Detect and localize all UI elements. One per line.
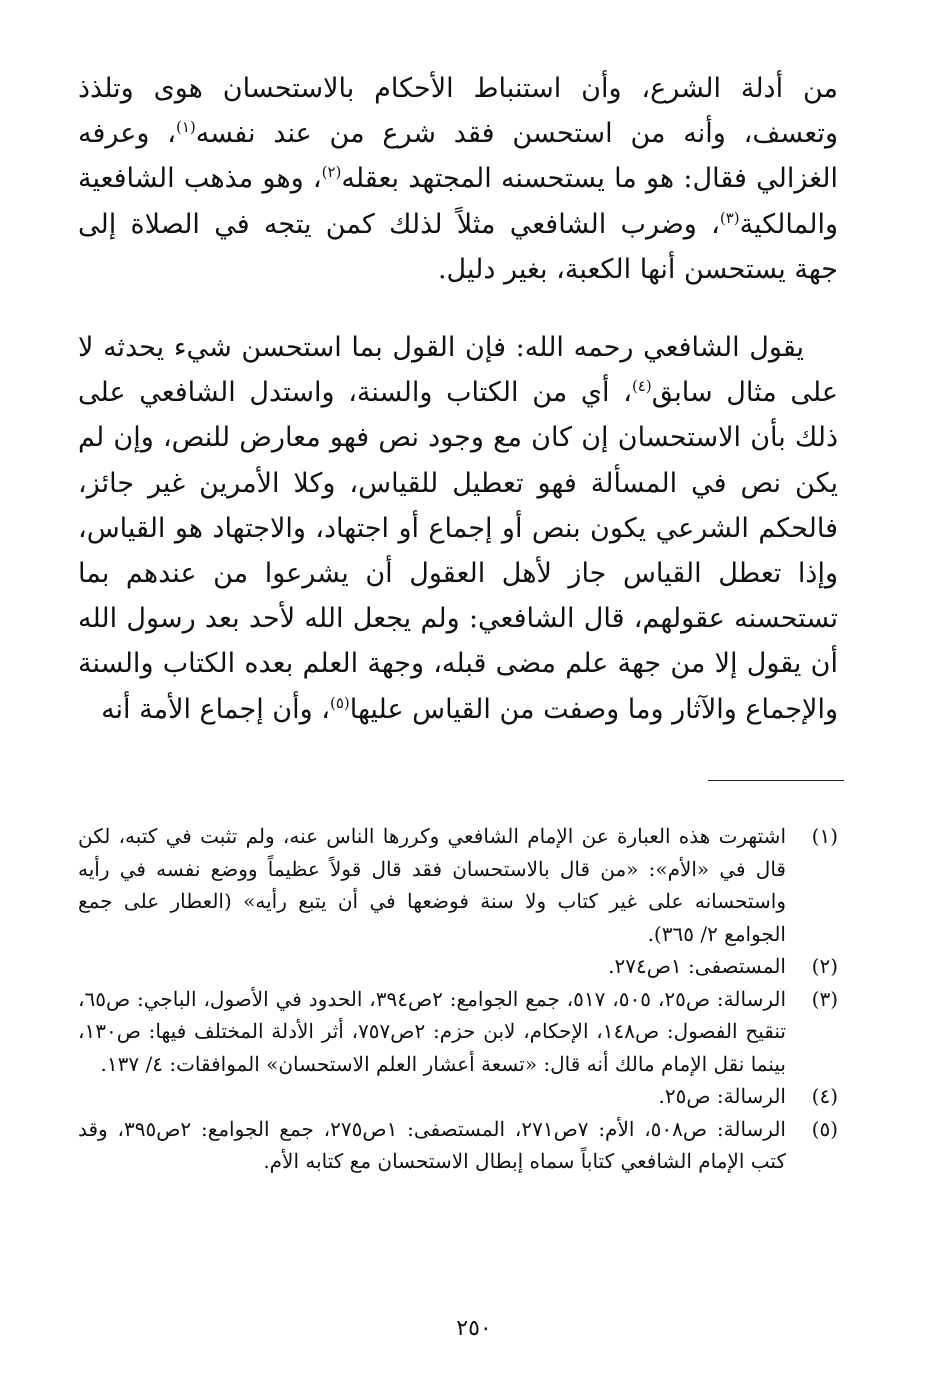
footnote-3 bbox=[78, 983, 838, 1081]
paragraph-spacer bbox=[78, 292, 838, 325]
footnote-separator bbox=[708, 780, 844, 781]
footnote-number: (١) bbox=[811, 824, 838, 848]
footnote-ref-4[interactable]: (٤) bbox=[631, 377, 652, 396]
footnotes bbox=[78, 820, 838, 1178]
text-run: من أدلة الشرع، وأن استنباط الأحكام بالاستحسان هوى وتلذذ وتعسف، وأنه من استحسن فقد شرع من عند نفسه bbox=[78, 73, 838, 150]
page-number: ٢٥٠ bbox=[456, 1316, 492, 1341]
footnote-ref-2[interactable]: (٢) bbox=[321, 163, 342, 182]
footnote-number: (٥) bbox=[811, 1116, 838, 1141]
footnote-1 bbox=[78, 820, 838, 950]
text-run: يقول الشافعي رحمه الله: فإن القول بما استحسن شيء يحدثه لا على مثال سابق bbox=[78, 332, 838, 409]
main-text bbox=[78, 66, 838, 732]
paragraph-2 bbox=[78, 325, 838, 732]
footnote-text: الرسالة: ص٢٥. bbox=[658, 1084, 786, 1108]
footnote-2 bbox=[78, 950, 838, 983]
text-run: ، وعرفه الغزالي فقال: هو ما يستحسنه المجتهد بعقله bbox=[78, 118, 838, 195]
footnote-ref-5[interactable]: (٥) bbox=[329, 693, 350, 712]
paragraph-1 bbox=[78, 66, 838, 292]
footnote-4 bbox=[78, 1080, 838, 1113]
footnote-ref-1[interactable]: (١) bbox=[175, 118, 196, 137]
footnote-text: اشتهرت هذه العبارة عن الإمام الشافعي وكررها الناس عنه، ولم تثبت في كتبه، لكن قال في «الأم»: «من قال بالاستحسان فقد قال قولاً عظيماً ووضع نفسه في رأيه واستحسانه على غير كتاب ولا سنة فوضعها في أن يتبع رأيه» (العطار على جمع الجوامع ٢/ ٣٦٥). bbox=[78, 824, 786, 946]
footnote-number: (٤) bbox=[811, 1084, 838, 1108]
text-run: ، وهو مذهب الشافعية والمالكية bbox=[78, 163, 838, 240]
footnote-5 bbox=[78, 1113, 838, 1178]
text-run: ، وضرب الشافعي مثلاً لذلك كمن يتجه في الصلاة إلى جهة يستحسن أنها الكعبة، بغير دليل. bbox=[78, 208, 838, 285]
footnote-number: (٢) bbox=[811, 954, 838, 978]
footnote-number: (٣) bbox=[811, 986, 838, 1011]
footnote-text: المستصفى: ١ص٢٧٤. bbox=[608, 954, 786, 978]
footnote-ref-3[interactable]: (٣) bbox=[719, 208, 740, 227]
footnote-text: الرسالة: ص٢٥، ٥٠٥، ٥١٧، جمع الجوامع: ٢ص٣٩٤، الحدود في الأصول، الباجي: ص٦٥، تنقيح الفصول: ص١٤٨، الإحكام، لابن حزم: ٢ص٧٥٧، أثر الأدلة المختلف فيها: ص١٣٠، بينما نقل الإمام مالك أنه قال: «تسعة أعشار العلم الاستحسان» الموافقات: ٤/ ١٣٧. bbox=[78, 986, 787, 1076]
text-run: ، أي من الكتاب والسنة، واستدل الشافعي على ذلك بأن الاستحسان إن كان مع وجود نص فهو معارض للنص، وإن لم يكن نص في المسألة فهو تعطيل للقياس، وكلا الأمرين غير جائز، فالحكم الشرعي يكون بنص أو إجماع أو اجتهاد، والاجتهاد هو القياس، وإذا تعطل القياس جاز لأهل العقول أن يشرعوا من عندهم بما تستحسنه عقولهم، قال الشافعي: ولم يجعل الله لأحد بعد رسول الله أن يقول إلا من جهة علم مضى قبله، وجهة العلم بعده الكتاب والسنة والإجماع والآثار وما وصفت من القياس عليها bbox=[78, 377, 838, 725]
text-run: ، وأن إجماع الأمة أنه bbox=[101, 693, 330, 725]
footnote-text: الرسالة: ص٥٠٨، الأم: ٧ص٢٧١، المستصفى: ١ص٢٧٥، جمع الجوامع: ٢ص٣٩٥، وقد كتب الإمام الشافعي كتاباً سماه إبطال الاستحسان مع كتابه الأم. bbox=[78, 1116, 786, 1173]
